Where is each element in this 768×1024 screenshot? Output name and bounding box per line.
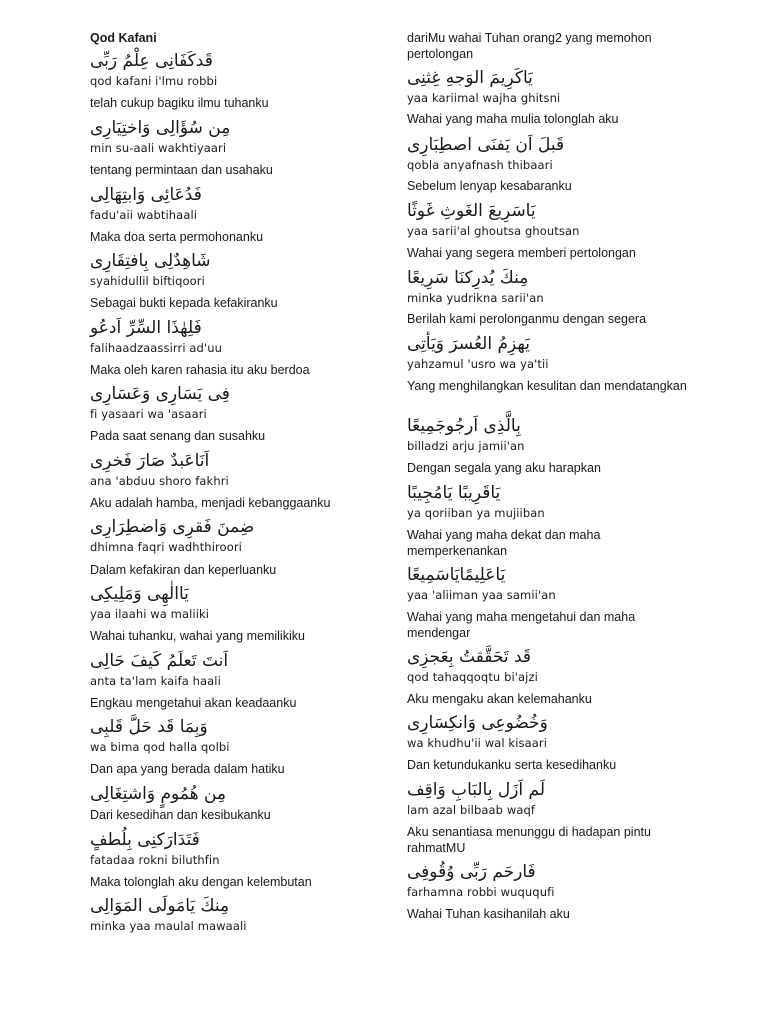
translation: Aku mengaku akan kelemahanku bbox=[407, 692, 592, 706]
translation: tentang permintaan dan usahaku bbox=[90, 163, 273, 177]
transliteration: ana 'abduu shoro fakhri bbox=[90, 474, 229, 488]
transliteration: anta ta'lam kaifa haali bbox=[90, 674, 221, 688]
transliteration: wa khudhu'ii wal kisaari bbox=[407, 736, 547, 750]
transliteration: qobla anyafnash thibaari bbox=[407, 158, 553, 172]
arabic-verse: وَبِمَا قَد حَلَّ قَلبِى bbox=[90, 717, 208, 737]
transliteration: fatadaa rokni biluthfin bbox=[90, 853, 220, 867]
transliteration: ya qoriiban ya mujiiban bbox=[407, 506, 545, 520]
arabic-verse: فِى يَسَارِى وَعَسَارِى bbox=[90, 384, 230, 404]
translation: Yang menghilangkan kesulitan dan mendatangkan bbox=[407, 379, 687, 393]
arabic-verse: فَارحَم رَبِّى وُقُوفِى bbox=[407, 862, 536, 882]
arabic-verse: مِنكَ يُدرِكنَا سَرِيعًا bbox=[407, 268, 529, 288]
arabic-verse: قَد تَحَقَّقتُ بِعَجزِى bbox=[407, 647, 532, 667]
translation: Dan apa yang berada dalam hatiku bbox=[90, 762, 285, 776]
arabic-verse: لَم اَزَل بِالبَابِ وَاقِف bbox=[407, 780, 546, 800]
arabic-verse: اَنتَ تَعلَمُ كَيفَ حَالِى bbox=[90, 651, 229, 671]
arabic-verse: قَبلَ اَن يَفنَى اصطِبَارِى bbox=[407, 135, 565, 155]
transliteration: lam azal bilbaab waqf bbox=[407, 803, 536, 817]
document-title: Qod Kafani bbox=[90, 31, 157, 45]
arabic-verse: شَاهِدٌلِى بِافتِقَارِى bbox=[90, 251, 211, 271]
translation: Maka tolonglah aku dengan kelembutan bbox=[90, 875, 312, 889]
arabic-verse: اَنَاعَبدٌ صَارَ فَخرِى bbox=[90, 451, 210, 471]
translation: Dengan segala yang aku harapkan bbox=[407, 461, 601, 475]
arabic-verse: يَاسَرِيعَ الغَوثِ غَوثًا bbox=[407, 201, 536, 221]
transliteration: falihaadzaassirri ad'uu bbox=[90, 341, 222, 355]
translation: Berilah kami perolonganmu dengan segera bbox=[407, 312, 647, 326]
translation: Wahai yang maha dekat dan maha memperkenankan bbox=[407, 528, 601, 558]
translation: dariMu wahai Tuhan orang2 yang memohon pertolongan bbox=[407, 31, 652, 61]
arabic-verse: ضِمنَ فَقرِى وَاضطِرَارِى bbox=[90, 517, 255, 537]
transliteration: yahzamul 'usro wa ya'tii bbox=[407, 357, 549, 371]
arabic-verse: يَاقَرِيبًا يَامُجِيبًا bbox=[407, 483, 501, 503]
translation: Wahai tuhanku, wahai yang memilikiku bbox=[90, 629, 305, 643]
translation: Dari kesedihan dan kesibukanku bbox=[90, 808, 271, 822]
arabic-verse: فَتَدَارَكنِى بِلُطفٍ bbox=[90, 830, 200, 850]
arabic-verse: يَاالٰهِى وَمَلِيكِى bbox=[90, 584, 189, 604]
arabic-verse: مِن سُؤَالِى وَاختِيَارِى bbox=[90, 118, 231, 138]
arabic-verse: بِالَّذِى اَرجُوجَمِيعًا bbox=[407, 416, 521, 436]
translation: Wahai yang maha mulia tolonglah aku bbox=[407, 112, 619, 126]
translation: Aku senantiasa menunggu di hadapan pintu rahmatMU bbox=[407, 825, 651, 855]
transliteration: syahidullil biftiqoori bbox=[90, 274, 205, 288]
transliteration: farhamna robbi wuququfi bbox=[407, 885, 555, 899]
arabic-verse: وَخُضُوعِى وَانكِسَارِى bbox=[407, 713, 548, 733]
translation: Sebagai bukti kepada kefakiranku bbox=[90, 296, 278, 310]
translation: Sebelum lenyap kesabaranku bbox=[407, 179, 572, 193]
translation: Maka oleh karen rahasia itu aku berdoa bbox=[90, 363, 310, 377]
transliteration: fi yasaari wa 'asaari bbox=[90, 407, 207, 421]
translation: Aku adalah hamba, menjadi kebanggaanku bbox=[90, 496, 331, 510]
arabic-verse: فَدُعَائِى وَابتِهَالِى bbox=[90, 185, 202, 205]
transliteration: yaa ilaahi wa maliiki bbox=[90, 607, 210, 621]
transliteration: yaa kariimal wajha ghitsni bbox=[407, 91, 561, 105]
translation: Dan ketundukanku serta kesedihanku bbox=[407, 758, 617, 772]
transliteration: qod kafani i'lmu robbi bbox=[90, 74, 218, 88]
transliteration: yaa sarii'al ghoutsa ghoutsan bbox=[407, 224, 580, 238]
translation: telah cukup bagiku ilmu tuhanku bbox=[90, 96, 269, 110]
transliteration: wa bima qod halla qolbi bbox=[90, 740, 230, 754]
transliteration: qod tahaqqoqtu bi'ajzi bbox=[407, 670, 538, 684]
transliteration: min su-aali wakhtiyaari bbox=[90, 141, 227, 155]
translation: Dalam kefakiran dan keperluanku bbox=[90, 563, 277, 577]
translation: Wahai Tuhan kasihanilah aku bbox=[407, 907, 570, 921]
arabic-verse: قَدكَفَانِى عِلْمُ رَبِّى bbox=[90, 51, 213, 71]
arabic-verse: فَلِهٰذَا السِّرِّ اَدعُو bbox=[90, 318, 202, 338]
translation: Engkau mengetahui akan keadaanku bbox=[90, 696, 297, 710]
arabic-verse: مِنكَ يَامَولَى المَوَالِى bbox=[90, 896, 230, 916]
arabic-verse: يَاعَلِيمًايَاسَمِيعًا bbox=[407, 565, 506, 585]
transliteration: fadu'aii wabtihaali bbox=[90, 208, 198, 222]
transliteration: dhimna faqri wadhthiroori bbox=[90, 540, 242, 554]
transliteration: minka yaa maulal mawaali bbox=[90, 919, 247, 933]
arabic-verse: مِن هُمُومٍ وَاشتِغَالِى bbox=[90, 784, 226, 804]
transliteration: yaa 'aliiman yaa samii'an bbox=[407, 588, 556, 602]
translation: Pada saat senang dan susahku bbox=[90, 429, 266, 443]
arabic-verse: يَهزِمُ العُسرَ وَيَأتِى bbox=[407, 334, 530, 354]
translation: Wahai yang segera memberi pertolongan bbox=[407, 246, 636, 260]
translation: Wahai yang maha mengetahui dan maha mendengar bbox=[407, 610, 636, 640]
translation: Maka doa serta permohonanku bbox=[90, 230, 264, 244]
transliteration: billadzi arju jamii'an bbox=[407, 439, 525, 453]
arabic-verse: يَاكَرِيمَ الوَجهِ غِثنِى bbox=[407, 68, 533, 88]
transliteration: minka yudrikna sarii'an bbox=[407, 291, 544, 305]
